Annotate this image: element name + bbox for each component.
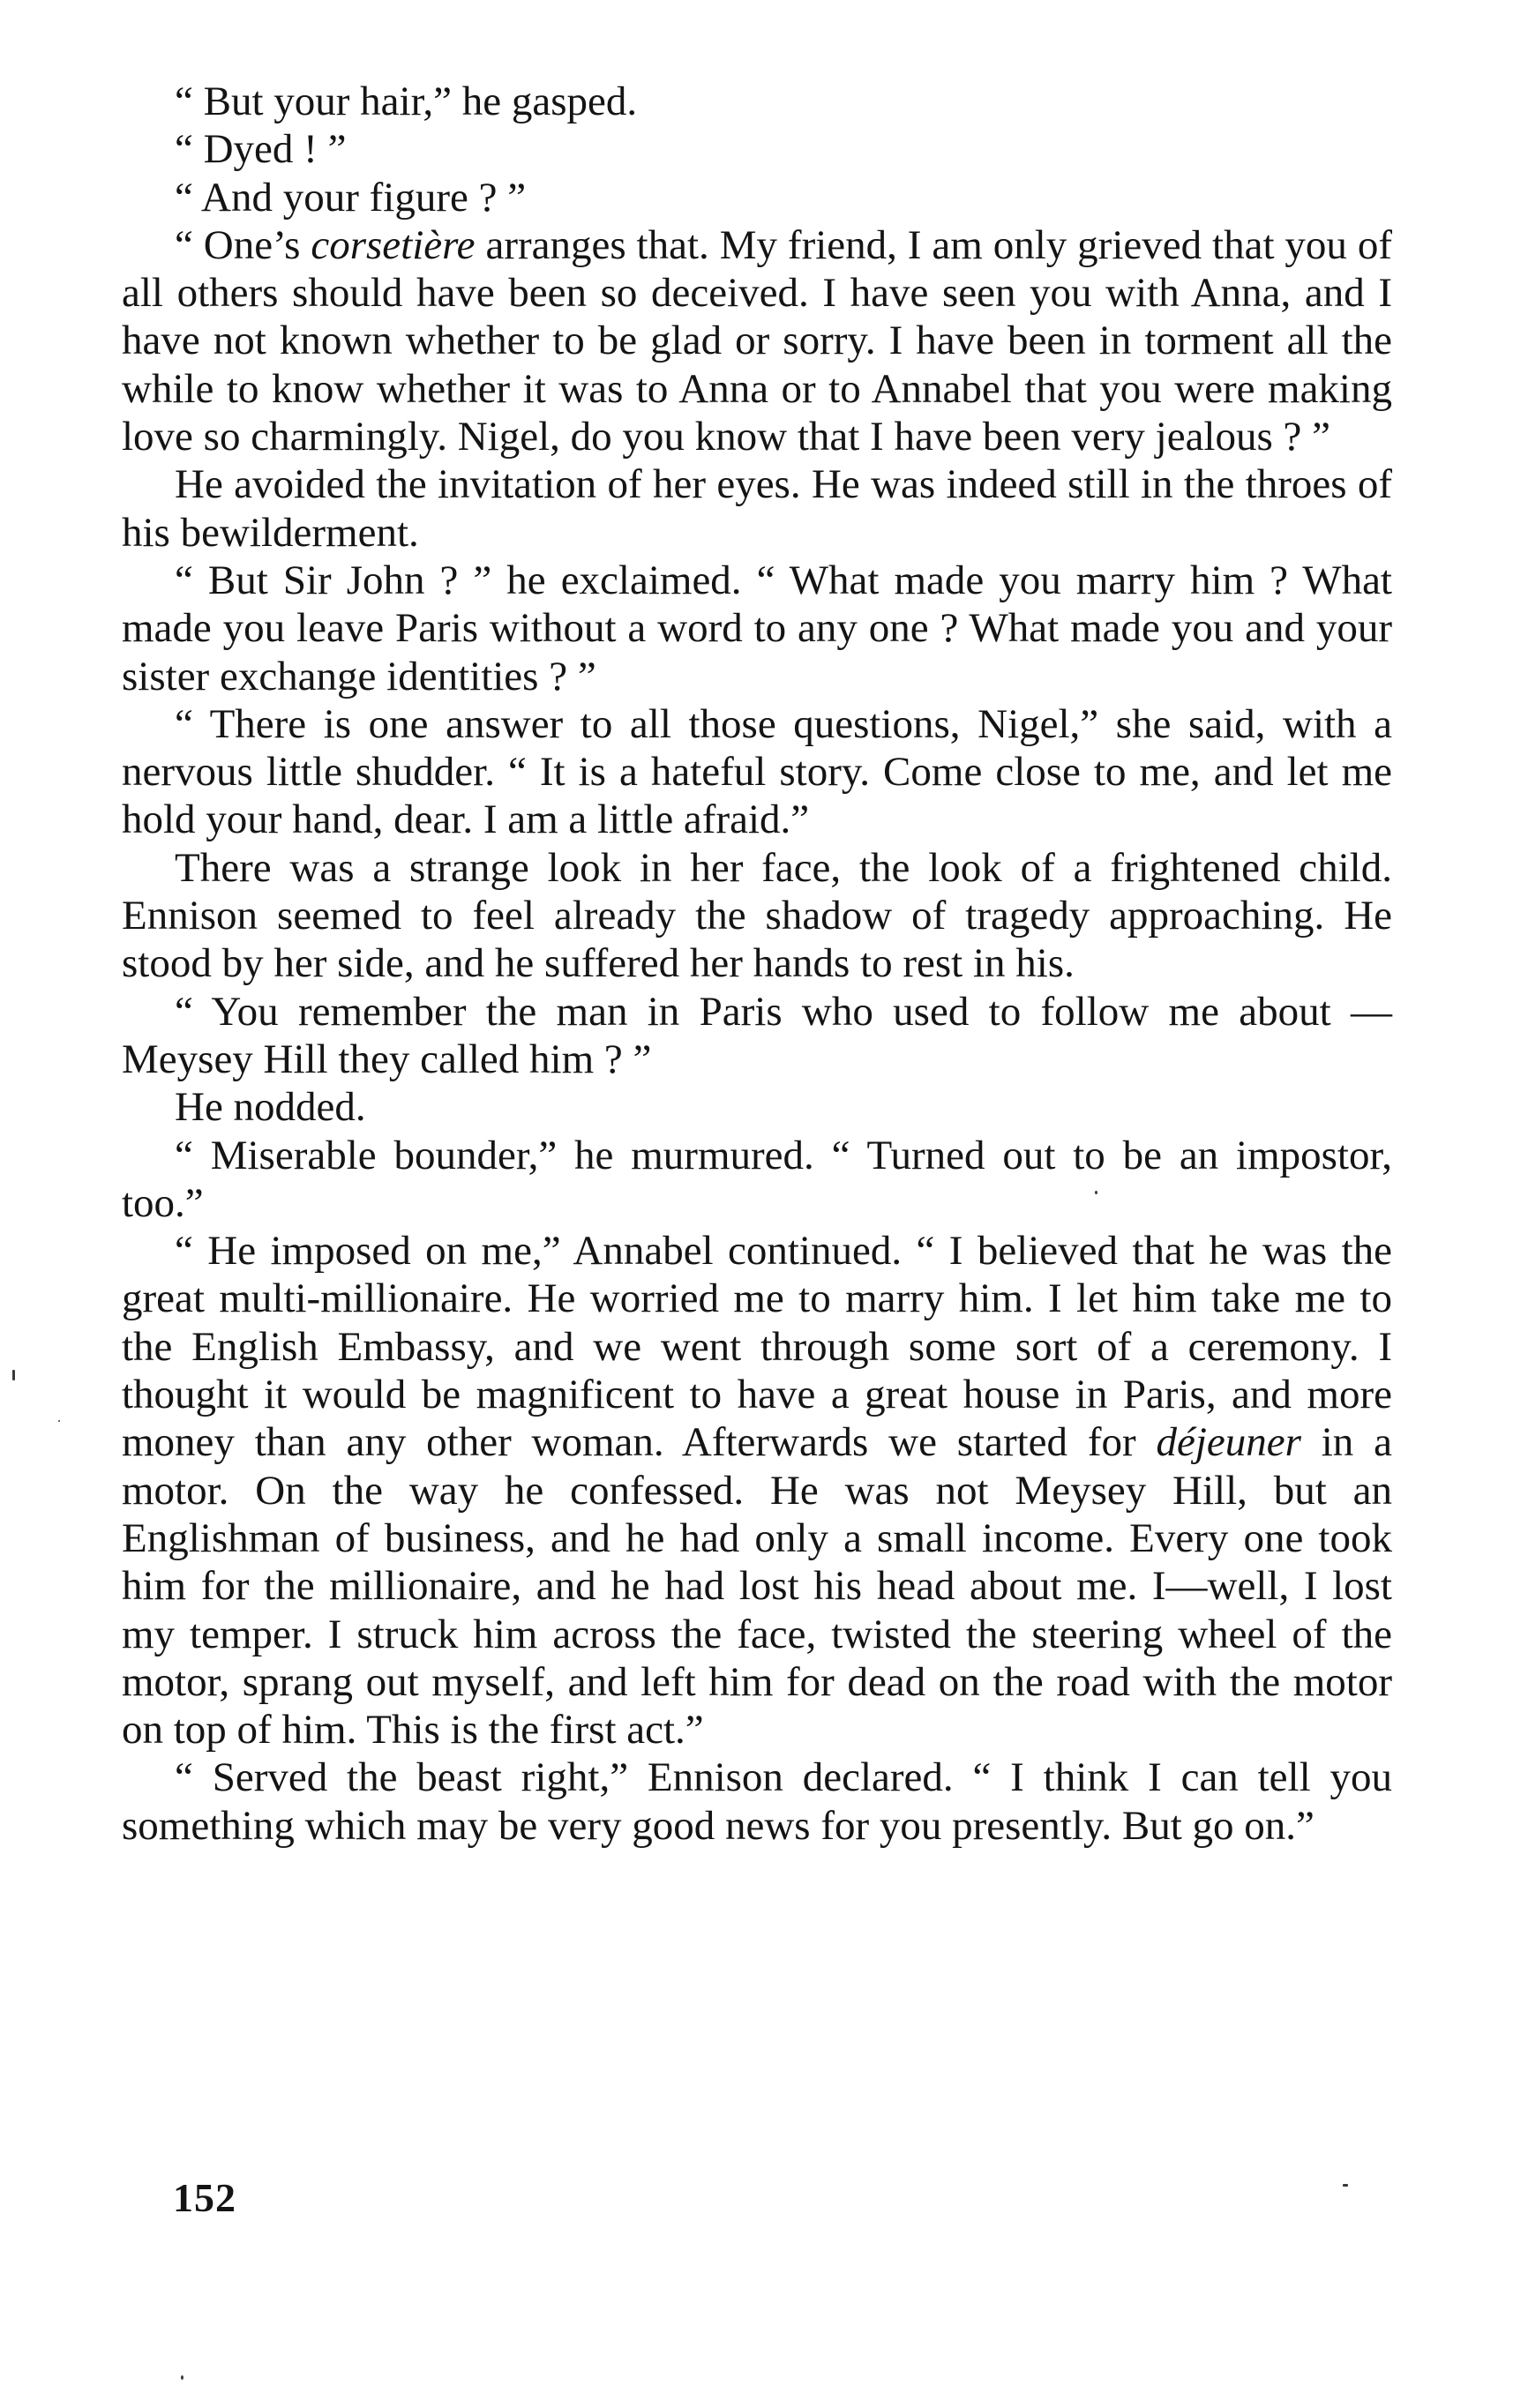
paragraph: “ One’s corsetière arranges that. My friend, I am only grieved that you of all others should have been so deceived. I have seen you with Anna, and I have not known whether to be glad or sorry. I have been in torment all the while to know whether it was to Anna or to Annabel that you were making love so charmingly. Nigel, do you know that I have been very jealous ? ” [122,221,1393,460]
paragraph: “ Dyed ! ” [175,126,347,173]
paragraph: He nodded. [175,1084,366,1131]
scan-speck [12,1370,15,1380]
page-number: 152 [173,2175,236,2220]
paragraph: “ Served the beast right,” Ennison declared. “ I think I can tell you something which may be very good news for you presently. But go on.” [122,1754,1392,1849]
paragraph: “ There is one answer to all those questions, Nigel,” she said, with a nervous little shudder. “ It is a hateful story. Come close to me, and let me hold your hand, dear. I am a little afraid.” [122,700,1392,843]
paragraph: He avoided the invitation of her eyes. He was indeed still in the throes of his bewilderment. [122,461,1392,556]
scan-speck [1343,2184,1348,2187]
scan-speck [181,2375,184,2380]
paragraph: “ Miserable bounder,” he murmured. “ Turned out to be an impostor, too.” [122,1132,1392,1226]
paragraph: “ But your hair,” he gasped. [175,79,638,124]
paragraph: “ And your figure ? ” [175,174,527,221]
paragraph: There was a strange look in her face, the look of a frightened child. Ennison seemed to feel already the shadow of tragedy approaching. He stood by her side, and he suffered her hands to rest in his. [122,844,1392,987]
page-body [122,78,1392,1850]
scan-speck [58,1420,60,1422]
paragraph: “ But Sir John ? ” he exclaimed. “ What made you marry him ? What made you leave Paris without a word to any one ? What made you and your sister exchange identities ? ” [122,557,1392,699]
paragraph: “ You remember the man in Paris who used to follow me about —Meysey Hill they called him ? ” [122,988,1392,1082]
paragraph: “ He imposed on me,” Annabel continued. “ I believed that he was the great multi-millionaire. He worried me to marry him. I let him take me to the English Embassy, and we went through some sort of a ceremony. I thought it would be magnificent to have a great house in Paris, and more money than any other woman. Afterwards we started for déjeuner in a motor. On the way he confessed. He was not Meysey Hill, but an Englishman of business, and he had only a small income. Every one took him for the millionaire, and he had lost his head about me. I—well, I lost my temper. I struck him across the face, twisted the steering wheel of the motor, sprang out myself, and left him for dead on the road with the motor on top of him. This is the first act.” [122,1228,1392,1754]
scan-speck [1095,1191,1097,1194]
